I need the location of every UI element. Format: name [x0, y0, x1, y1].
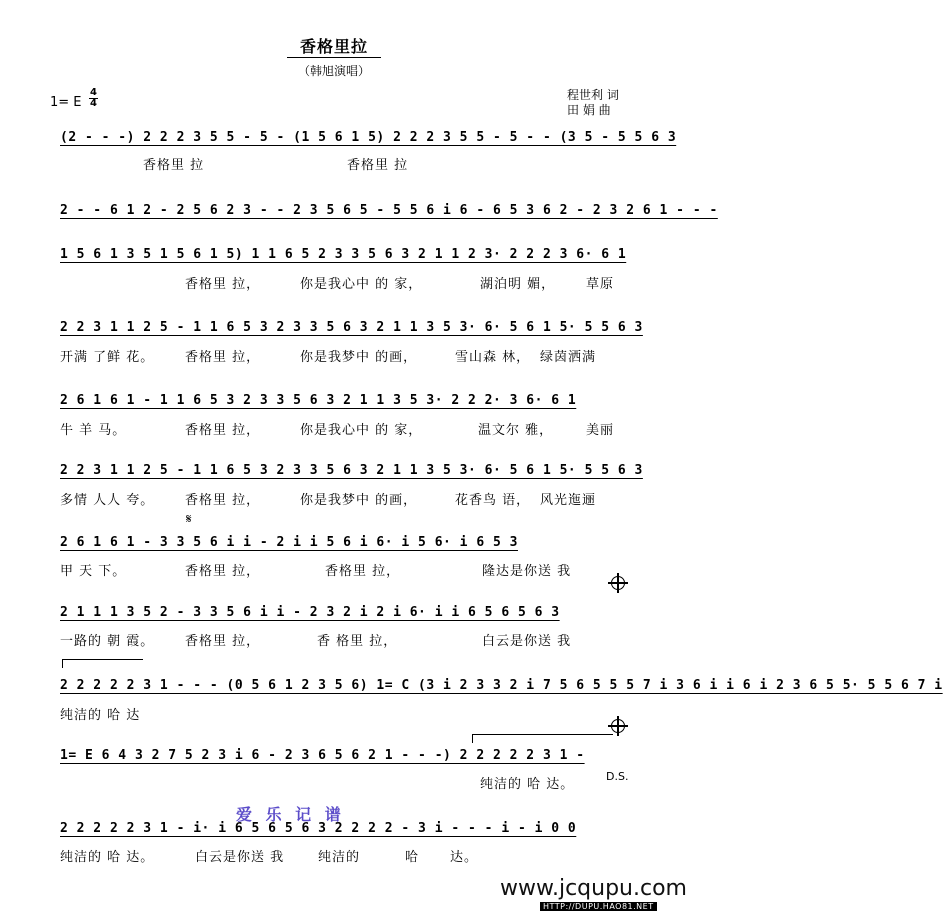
lyricist-credit: 程世利 词 [567, 88, 619, 102]
notation-line-3: 1 5 6 1 3 5 1 5 6 1 5) 1 1 6 5 2 3 3 5 6 3 2 1 1 2 3· 2 2 2 3 6· 6 1 [60, 247, 627, 262]
notation-line-7: 2 6 1 6 1 - 3 3 5 6 i i - 2 i i 5 6 i 6· i 5 6· i 6 5 3 [60, 535, 518, 550]
lyric-4-3: 你是我梦中 的画， [300, 350, 418, 365]
lyric-8-3: 香 格里 拉， [317, 634, 398, 649]
notation-line-2: 2 - - 6 1 2 - 2 5 6 2 3 - - 2 3 5 6 5 - 5 5 6 i 6 - 6 5 3 6 2 - 2 3 2 6 1 - - - [60, 203, 718, 218]
lyric-5-5: 美丽 [586, 423, 615, 438]
lyric-10-1: 纯洁的 哈 达。 [480, 777, 575, 792]
lyric-7-4: 隆达是你送 我 [482, 564, 572, 579]
lyric-7-3: 香格里 拉， [325, 564, 401, 579]
lyric-4-4: 雪山森 林， [455, 350, 531, 365]
singer-credit: （韩旭演唱） [297, 64, 370, 78]
lyric-8-4: 白云是你送 我 [482, 634, 572, 649]
notation-line-1: (2 - - -) 2 2 2 3 5 5 - 5 - (1 5 6 1 5) 2 2 2 3 5 5 - 5 - - (3 5 - 5 5 6 3 [60, 130, 677, 145]
notation-line-4: 2 2 3 1 1 2 5 - 1 1 6 5 3 2 3 3 5 6 3 2 1 1 3 5 3· 6· 5 6 1 5· 5 5 6 3 [60, 320, 643, 335]
lyric-9-1: 纯洁的 哈 达 [60, 708, 141, 723]
time-bottom: 4 [90, 98, 97, 109]
lyric-6-2: 香格里 拉， [185, 493, 261, 508]
lyric-11-5: 达。 [450, 850, 479, 865]
site-logo-text: www.jcqupu.com [500, 876, 687, 901]
lyric-5-4: 温文尔 雅， [478, 423, 554, 438]
volta-bracket-2 [472, 734, 613, 743]
lyric-4-2: 香格里 拉， [185, 350, 261, 365]
dal-segno-mark: D.S. [606, 770, 629, 783]
lyric-11-2: 白云是你送 我 [195, 850, 285, 865]
notation-line-10: 1= E 6 4 3 2 7 5 2 3 i 6 - 2 3 6 5 6 2 1 - - -) 2 2 2 2 2 3 1 - [60, 748, 585, 763]
volta-bracket-1 [62, 659, 143, 668]
coda-icon-1 [611, 576, 625, 590]
lyric-1-1: 香格里 拉 [143, 158, 205, 173]
lyric-6-4: 花香鸟 语， [455, 493, 531, 508]
lyric-3-1: 香格里 拉， [185, 277, 261, 292]
lyric-5-1: 牛 羊 马。 [60, 423, 127, 438]
lyric-8-2: 香格里 拉， [185, 634, 261, 649]
key-signature: 1= E [50, 95, 82, 110]
lyric-11-1: 纯洁的 哈 达。 [60, 850, 155, 865]
lyric-7-1: 甲 天 下。 [60, 564, 127, 579]
composer-credit: 田 娟 曲 [567, 103, 611, 117]
notation-line-6: 2 2 3 1 1 2 5 - 1 1 6 5 3 2 3 3 5 6 3 2 1 1 3 5 3· 6· 5 6 1 5· 5 5 6 3 [60, 463, 643, 478]
lyric-6-3: 你是我梦中 的画， [300, 493, 418, 508]
time-top: 4 [90, 87, 97, 98]
segno-sign: 𝄋 [186, 512, 192, 527]
lyric-5-3: 你是我心中 的 家， [300, 423, 423, 438]
site-url-strip: HTTP://DUPU.HAO81.NET [540, 902, 657, 911]
lyric-5-2: 香格里 拉， [185, 423, 261, 438]
lyric-3-2: 你是我心中 的 家， [300, 277, 423, 292]
lyric-8-1: 一路的 朝 霞。 [60, 634, 155, 649]
coda-icon-2 [611, 719, 625, 733]
notation-line-9: 2 2 2 2 2 3 1 - - - (0 5 6 1 2 3 5 6) 1= C (3 i 2 3 3 2 i 7 5 6 5 5 5 7 i 3 6 i i 6 i 2 3 6 5 5· 5 5 6 7 i [60, 678, 943, 693]
lyric-1-2: 香格里 拉 [347, 158, 409, 173]
lyric-11-3: 纯洁的 [318, 850, 361, 865]
title-underline [287, 57, 381, 58]
score-title: 香格里拉 [299, 37, 368, 56]
lyric-11-4: 哈 [405, 850, 420, 865]
notation-line-8: 2 1 1 1 3 5 2 - 3 3 5 6 i i - 2 3 2 i 2 i 6· i i 6 5 6 5 6 3 [60, 605, 560, 620]
lyric-4-5: 绿茵洒满 [540, 350, 597, 365]
lyric-3-4: 草原 [586, 277, 615, 292]
notation-line-11: 2 2 2 2 2 3 1 - i· i 6 5 6 5 6 3 2 2 2 2 - 3 i - - - i - i 0 0 [60, 821, 577, 836]
lyric-4-1: 开满 了鲜 花。 [60, 350, 155, 365]
lyric-7-2: 香格里 拉， [185, 564, 261, 579]
notation-line-5: 2 6 1 6 1 - 1 1 6 5 3 2 3 3 5 6 3 2 1 1 3 5 3· 2 2 2· 3 6· 6 1 [60, 393, 577, 408]
lyric-6-1: 多情 人人 夸。 [60, 493, 155, 508]
lyric-3-3: 湖泊明 媚， [480, 277, 556, 292]
time-signature [89, 88, 98, 109]
watermark-text: 爱 乐 记 谱 [236, 805, 345, 824]
lyric-6-5: 风光迤逦 [540, 493, 597, 508]
